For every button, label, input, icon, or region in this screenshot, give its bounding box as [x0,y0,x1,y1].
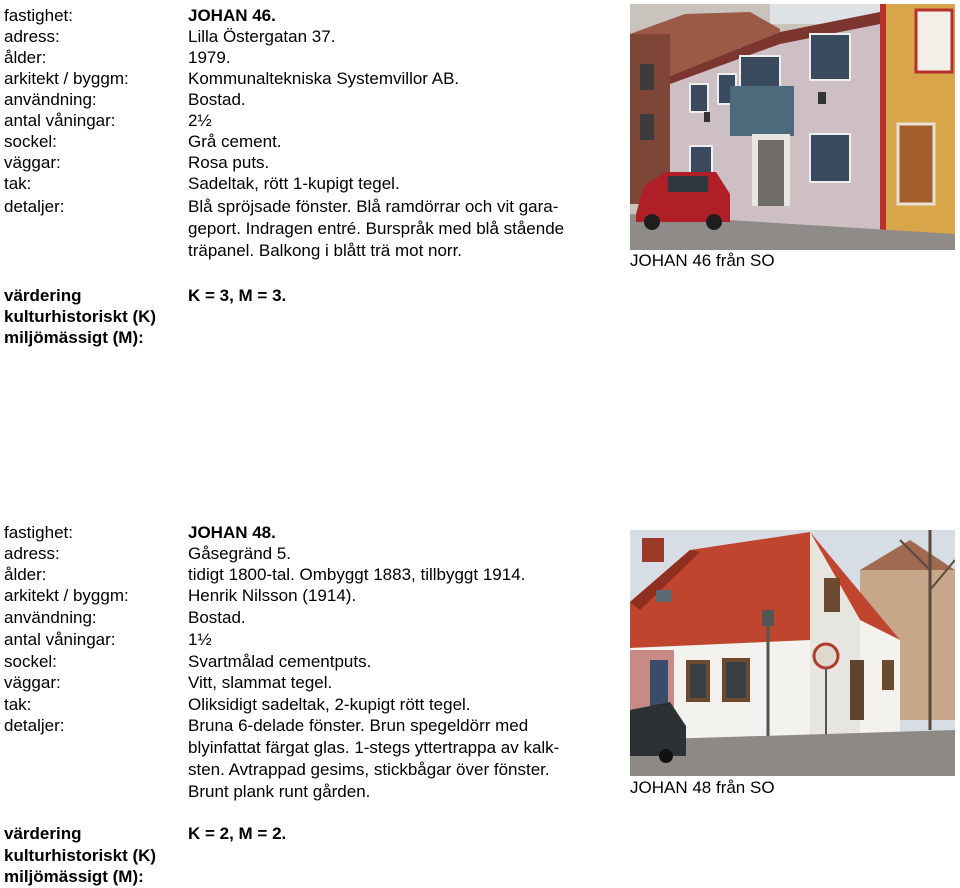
details-text: träpanel. Balkong i blått trä mot norr. [188,241,463,260]
property-photo [630,530,955,776]
field-value: Oliksidigt sadeltak, 2-kupigt rött tegel. [188,695,471,714]
details-text: blyinfattat färgat glas. 1-stegs yttertrappa av kalk- [188,738,560,757]
field-label: detaljer: [4,716,65,735]
field-label: fastighet: [4,523,73,542]
field-label: tak: [4,174,32,193]
field-value: Sadeltak, rött 1-kupigt tegel. [188,174,400,193]
field-value: Lilla Östergatan 37. [188,27,336,46]
field-label: ålder: [4,48,47,67]
field-label: adress: [4,544,60,563]
field-value: Rosa puts. [188,153,270,172]
photo-caption: JOHAN 46 från SO [630,251,775,270]
field-value: 1½ [188,630,212,649]
details-text: sten. Avtrappad gesims, stickbågar över fönster. [188,760,550,779]
field-value: Henrik Nilsson (1914). [188,586,357,605]
field-value: JOHAN 46. [188,6,276,25]
field-label: väggar: [4,153,61,172]
photo-caption: JOHAN 48 från SO [630,778,775,797]
field-label: tak: [4,695,32,714]
field-label: användning: [4,90,97,109]
field-label: antal våningar: [4,111,116,130]
details-text: geport. Indragen entré. Burspråk med blå stående [188,219,565,238]
field-value: Grå cement. [188,132,282,151]
rating-label: kulturhistoriskt (K) [4,846,157,865]
field-label: arkitekt / byggm: [4,586,129,605]
field-label: adress: [4,27,60,46]
field-label: detaljer: [4,197,65,216]
rating-value: K = 3, M = 3. [188,286,287,305]
rating-value: K = 2, M = 2. [188,824,287,843]
field-label: användning: [4,608,97,627]
field-value: tidigt 1800-tal. Ombyggt 1883, tillbyggt 1914. [188,565,526,584]
field-label: väggar: [4,673,61,692]
rating-label: värdering [4,286,82,305]
field-value: Blå spröjsade fönster. Blå ramdörrar och vit gara- [188,197,559,216]
rating-label: miljömässigt (M): [4,328,144,347]
rating-label: kulturhistoriskt (K) [4,307,157,326]
field-label: sockel: [4,132,57,151]
field-value: Kommunaltekniska Systemvillor AB. [188,69,460,88]
field-label: sockel: [4,652,57,671]
field-value: Gåsegränd 5. [188,544,292,563]
rating-label: miljömässigt (M): [4,867,144,886]
property-photo [630,4,955,250]
field-value: Vitt, slammat tegel. [188,673,333,692]
field-value: Svartmålad cementputs. [188,652,372,671]
field-label: antal våningar: [4,630,116,649]
field-label: arkitekt / byggm: [4,69,129,88]
field-value: 2½ [188,111,212,130]
field-value: Bostad. [188,608,246,627]
details-text: Brunt plank runt gården. [188,782,371,801]
rating-label: värdering [4,824,82,843]
field-label: fastighet: [4,6,73,25]
field-label: ålder: [4,565,47,584]
field-value: 1979. [188,48,231,67]
field-value: JOHAN 48. [188,523,276,542]
field-value: Bostad. [188,90,246,109]
field-value: Bruna 6-delade fönster. Brun spegeldörr med [188,716,529,735]
